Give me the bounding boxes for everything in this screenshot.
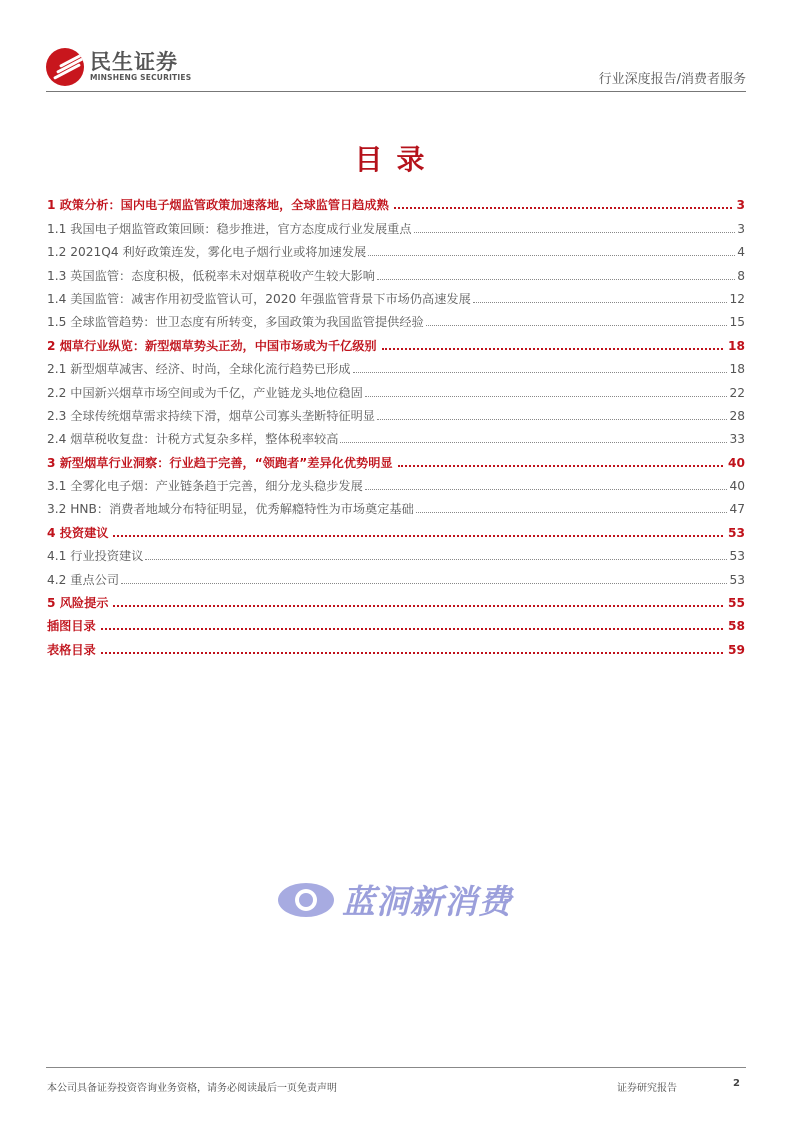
toc-entry[interactable] (47, 307, 745, 330)
toc-entry[interactable] (47, 330, 745, 353)
toc-entry-label: 1 政策分析：国内电子烟监管政策加速落地，全球监管日趋成熟 (47, 198, 389, 213)
dot-leader (101, 628, 723, 630)
toc-entry-label: 2.4 烟草税收复盘：计税方式复杂多样，整体税率较高 (47, 432, 339, 447)
toc-entry-label: 表格目录 (47, 642, 96, 657)
dot-leader (365, 489, 728, 490)
toc-entry-page: 18 (729, 362, 745, 377)
dot-leader (353, 372, 728, 373)
toc-entry[interactable] (47, 517, 745, 540)
toc-entry[interactable] (47, 213, 745, 236)
dot-leader (414, 232, 736, 233)
dot-leader (368, 255, 735, 256)
toc-entry-page: 47 (729, 502, 745, 517)
watermark-text: 蓝洞新消费 (342, 882, 512, 921)
toc-entry-page: 3 (736, 198, 745, 213)
dot-leader (145, 559, 727, 560)
logo-mark-icon (46, 48, 84, 86)
toc-entry-page: 59 (728, 642, 745, 657)
dot-leader (416, 512, 728, 513)
toc-entry-label: 4 投资建议 (47, 525, 109, 540)
toc-entry-page: 4 (737, 245, 745, 260)
toc-entry[interactable] (47, 237, 745, 260)
toc-entry[interactable] (47, 424, 745, 447)
toc-entry-label: 4.2 重点公司 (47, 572, 120, 587)
page-title: 目录 (354, 143, 439, 176)
toc-entry-label: 1.2 2021Q4 利好政策连发，雾化电子烟行业或将加速发展 (47, 245, 367, 260)
dot-leader (377, 279, 735, 280)
toc-entry-page: 53 (729, 572, 745, 587)
toc-entry-label: 1.4 美国监管：减害作用初受监管认可，2020 年强监管背景下市场仍高速发展 (47, 291, 471, 306)
toc-entry[interactable] (47, 634, 745, 657)
dot-leader (394, 207, 732, 209)
dot-leader (398, 465, 723, 467)
toc-entry[interactable] (47, 588, 745, 611)
toc-entry[interactable] (47, 354, 745, 377)
toc-entry-label: 2.1 新型烟草减害、经济、时尚，全球化流行趋势已形成 (47, 362, 351, 377)
dot-leader (340, 442, 727, 443)
dot-leader (426, 325, 728, 326)
toc-entry[interactable] (47, 564, 745, 587)
report-category: 行业深度报告/消费者服务 (598, 72, 746, 87)
dot-leader (473, 302, 728, 303)
toc-entry[interactable] (47, 611, 745, 634)
footer-disclaimer: 本公司具备证券投资咨询业务资格，请务必阅读最后一页免责声明 (47, 1083, 337, 1094)
toc-entry[interactable] (47, 284, 745, 307)
toc-entry-label: 2 烟草行业纵览：新型烟草势头正劲，中国市场或为千亿级别 (47, 338, 377, 353)
eye-magnifier-icon (278, 883, 334, 917)
table-of-contents (47, 190, 745, 658)
toc-entry-page: 55 (728, 596, 745, 611)
toc-entry[interactable] (47, 541, 745, 564)
dot-leader (113, 535, 723, 537)
toc-entry-page: 3 (737, 221, 745, 236)
toc-entry[interactable] (47, 471, 745, 494)
toc-entry-label: 5 风险提示 (47, 596, 109, 611)
toc-entry-page: 53 (728, 525, 745, 540)
toc-entry-label: 3 新型烟草行业洞察：行业趋于完善，“领跑者”差异化优势明显 (47, 455, 393, 470)
toc-entry-label: 2.3 全球传统烟草需求持续下滑，烟草公司寡头垄断特征明显 (47, 408, 375, 423)
toc-entry-page: 12 (729, 291, 745, 306)
logo-english-name: MINSHENG SECURITIES (90, 73, 192, 82)
toc-entry-page: 40 (728, 455, 745, 470)
toc-entry-page: 53 (729, 549, 745, 564)
dot-leader (382, 348, 723, 350)
company-logo (46, 48, 191, 86)
logo-chinese-name: 民生证券 (90, 50, 178, 74)
toc-entry[interactable] (47, 447, 745, 470)
toc-entry[interactable] (47, 377, 745, 400)
toc-entry-label: 1.1 我国电子烟监管政策回顾：稳步推进，官方态度成行业发展重点 (47, 221, 412, 236)
toc-entry-page: 33 (729, 432, 745, 447)
toc-entry[interactable] (47, 494, 745, 517)
toc-entry[interactable] (47, 190, 745, 213)
toc-entry-label: 插图目录 (47, 619, 96, 634)
page-number: 2 (733, 1078, 740, 1089)
toc-entry-label: 4.1 行业投资建议 (47, 549, 144, 564)
toc-entry[interactable] (47, 260, 745, 283)
toc-entry-label: 3.1 全雾化电子烟：产业链条趋于完善，细分龙头稳步发展 (47, 479, 363, 494)
dot-leader (377, 419, 728, 420)
toc-entry-page: 15 (729, 315, 745, 330)
toc-entry-page: 40 (729, 479, 745, 494)
toc-entry-label: 3.2 HNB：消费者地域分布特征明显，优秀解瘾特性为市场奠定基础 (47, 502, 414, 517)
dot-leader (121, 583, 727, 584)
toc-entry-label: 2.2 中国新兴烟草市场空间或为千亿，产业链龙头地位稳固 (47, 385, 363, 400)
dot-leader (113, 605, 723, 607)
watermark (278, 876, 512, 923)
toc-entry-label: 1.5 全球监管趋势：世卫态度有所转变，多国政策为我国监管提供经验 (47, 315, 424, 330)
toc-entry-page: 8 (737, 268, 745, 283)
toc-entry-page: 28 (729, 408, 745, 423)
footer-divider (46, 1067, 746, 1068)
toc-entry-label: 1.3 英国监管：态度积极，低税率未对烟草税收产生较大影响 (47, 268, 375, 283)
page-header (46, 44, 746, 92)
toc-entry[interactable] (47, 401, 745, 424)
header-divider (46, 91, 746, 92)
toc-entry-page: 22 (729, 385, 745, 400)
toc-entry-page: 58 (728, 619, 745, 634)
toc-entry-page: 18 (728, 338, 745, 353)
dot-leader (101, 652, 723, 654)
footer-doc-type: 证券研究报告 (617, 1083, 677, 1094)
dot-leader (365, 396, 728, 397)
